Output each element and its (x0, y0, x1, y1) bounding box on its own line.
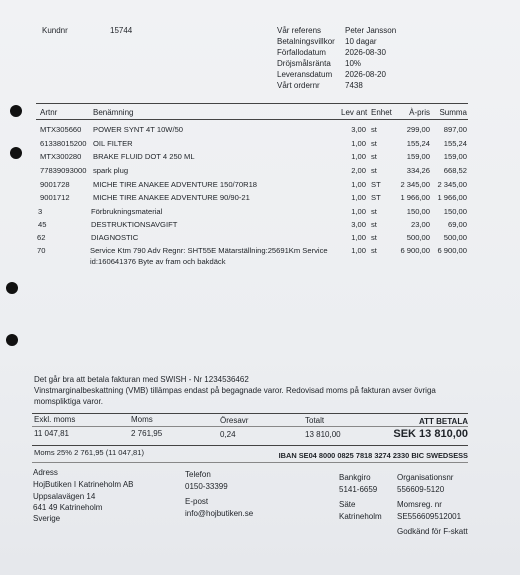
row-name: Förbrukningsmaterial (91, 207, 163, 216)
row-artnr: 45 (38, 220, 47, 229)
row-sum: 159,00 (443, 152, 467, 161)
row-sum: 69,00 (447, 220, 467, 229)
ref-value: 2026-08-30 (345, 48, 386, 57)
table-header-rule (36, 119, 468, 120)
vat-breakdown: Moms 25% 2 761,95 (11 047,81) (34, 448, 145, 457)
col-header-sum: Summa (439, 108, 467, 117)
total-value: 13 810,00 (305, 430, 341, 439)
row-name-continued: id:160641376 Byte av fram och bakdäck (90, 257, 226, 266)
row-price: 500,00 (406, 233, 430, 242)
address-line: 641 49 Katrineholm (33, 503, 103, 512)
rounding-value: 0,24 (220, 430, 236, 439)
row-unit: st (371, 166, 377, 175)
row-sum: 6 900,00 (437, 246, 467, 255)
row-sum: 150,00 (443, 207, 467, 216)
row-price: 155,24 (406, 139, 430, 148)
row-name: OIL FILTER (93, 139, 133, 148)
bankgiro-label: Bankgiro (339, 473, 371, 482)
row-qty: 1,00 (351, 233, 366, 242)
ref-value: 10% (345, 59, 362, 68)
totals-top-rule (32, 413, 468, 414)
punch-hole (6, 334, 18, 346)
phone-label: Telefon (185, 470, 211, 479)
email-label: E-post (185, 497, 209, 506)
ref-label: Leveransdatum (277, 70, 333, 79)
col-header-price: À-pris (409, 108, 430, 117)
vmb-note-continued: momspliktiga varor. (34, 397, 103, 406)
row-qty: 1,00 (351, 193, 366, 202)
row-sum: 155,24 (443, 139, 467, 148)
iban-bic: IBAN SE04 8000 0825 7818 3274 2330 BIC SWEDSESS (278, 451, 468, 460)
excl-vat-value: 11 047,81 (34, 429, 69, 438)
row-name: BRAKE FLUID DOT 4 250 ML (93, 152, 195, 161)
address-label: Adress (33, 468, 58, 477)
col-header-artnr: Artnr (40, 108, 58, 117)
totals-mid-rule (32, 426, 468, 427)
row-unit: st (371, 233, 377, 242)
footer-rule (32, 462, 468, 463)
row-price: 23,00 (410, 220, 430, 229)
row-qty: 1,00 (351, 207, 366, 216)
row-unit: st (371, 139, 377, 148)
row-qty: 3,00 (351, 220, 366, 229)
vat-label: Moms (131, 415, 153, 424)
row-price: 159,00 (406, 152, 430, 161)
total-label: Totalt (305, 416, 325, 425)
row-name: DESTRUKTIONSAVGIFT (91, 220, 178, 229)
row-artnr: MTX305660 (40, 125, 82, 134)
row-price: 2 345,00 (400, 180, 430, 189)
row-price: 1 966,00 (400, 193, 430, 202)
vat-reg-label: Momsreg. nr (397, 500, 442, 509)
address-line: Uppsalavägen 14 (33, 492, 96, 501)
ref-value: 10 dagar (345, 37, 377, 46)
col-header-name: Benämning (93, 108, 134, 117)
row-qty: 1,00 (351, 246, 366, 255)
row-unit: st (371, 207, 377, 216)
row-qty: 1,00 (351, 180, 366, 189)
row-name: spark plug (93, 166, 129, 175)
row-artnr: 9001728 (40, 180, 70, 189)
seat-label: Säte (339, 500, 356, 509)
ref-label: Vårt ordernr (277, 81, 320, 90)
punch-hole (10, 147, 22, 159)
row-sum: 668,52 (443, 166, 467, 175)
customer-label: Kundnr (42, 26, 68, 35)
punch-hole (10, 105, 22, 117)
excl-vat-label: Exkl. moms (34, 415, 76, 424)
row-name: DIAGNOSTIC (91, 233, 139, 242)
rounding-label: Öresavr (220, 416, 249, 425)
address-line: HojButiken I Katrineholm AB (33, 480, 134, 489)
org-number-value: 556609-5120 (397, 485, 445, 494)
vmb-note: Vinstmarginalbeskattning (VMB) tillämpas endast på begagnade varor. Redovisad moms på fakturan avser övriga (34, 386, 436, 395)
row-sum: 2 345,00 (437, 180, 467, 189)
row-artnr: 77839093000 (40, 166, 87, 175)
row-artnr: 9001712 (40, 193, 70, 202)
row-artnr: 70 (37, 246, 46, 255)
org-number-label: Organisationsnr (397, 473, 454, 482)
row-unit: st (371, 152, 377, 161)
row-qty: 1,00 (351, 139, 366, 148)
email-value: info@hojbutiken.se (185, 509, 254, 518)
seat-value: Katrineholm (339, 512, 382, 521)
row-price: 334,26 (406, 166, 430, 175)
f-tax-note: Godkänd för F-skatt (397, 527, 468, 536)
table-top-rule (36, 103, 468, 104)
amount-due-label: ATT BETALA (418, 417, 468, 426)
phone-value: 0150-33399 (185, 482, 228, 491)
row-sum: 1 966,00 (437, 193, 467, 202)
bankgiro-value: 5141-6659 (339, 485, 378, 494)
row-artnr: 62 (37, 233, 46, 242)
row-price: 299,00 (406, 125, 430, 134)
row-qty: 2,00 (351, 166, 366, 175)
amount-due-value: SEK 13 810,00 (393, 428, 468, 440)
row-qty: 1,00 (351, 152, 366, 161)
vat-reg-value: SE556609512001 (397, 512, 462, 521)
row-unit: ST (371, 193, 381, 202)
row-sum: 500,00 (443, 233, 467, 242)
row-artnr: 3 (38, 207, 43, 216)
ref-label: Förfallodatum (277, 48, 326, 57)
row-unit: st (371, 220, 377, 229)
ref-value: Peter Jansson (345, 26, 397, 35)
row-artnr: 61338015200 (40, 139, 87, 148)
row-unit: ST (371, 180, 381, 189)
row-name: POWER SYNT 4T 10W/50 (93, 125, 184, 134)
row-unit: st (371, 125, 377, 134)
row-name: MICHE TIRE ANAKEE ADVENTURE 150/70R18 (93, 180, 258, 189)
ref-label: Betalningsvillkor (277, 37, 335, 46)
col-header-unit: Enhet (371, 108, 392, 117)
swish-note: Det går bra att betala fakturan med SWISH - Nr 1234536462 (34, 375, 249, 384)
col-header-qty: Lev ant (341, 108, 368, 117)
row-qty: 3,00 (351, 125, 366, 134)
ref-label: Dröjsmålsränta (277, 59, 331, 68)
row-artnr: MTX300280 (40, 152, 82, 161)
ref-label: Vår referens (277, 26, 322, 35)
row-price: 150,00 (406, 207, 430, 216)
row-name: Service Ktm 790 Adv Regnr: SHT55E Mätarställning:25691Km Service (90, 246, 328, 255)
ref-value: 2026-08-20 (345, 70, 386, 79)
address-line: Sverige (33, 514, 61, 523)
row-sum: 897,00 (443, 125, 467, 134)
row-unit: st (371, 246, 377, 255)
ref-value: 7438 (345, 81, 363, 90)
row-price: 6 900,00 (400, 246, 430, 255)
totals-bottom-rule (32, 445, 468, 446)
row-name: MICHE TIRE ANAKEE ADVENTURE 90/90-21 (93, 193, 250, 202)
customer-number: 15744 (110, 26, 133, 35)
punch-hole (6, 282, 18, 294)
vat-value: 2 761,95 (131, 429, 163, 438)
